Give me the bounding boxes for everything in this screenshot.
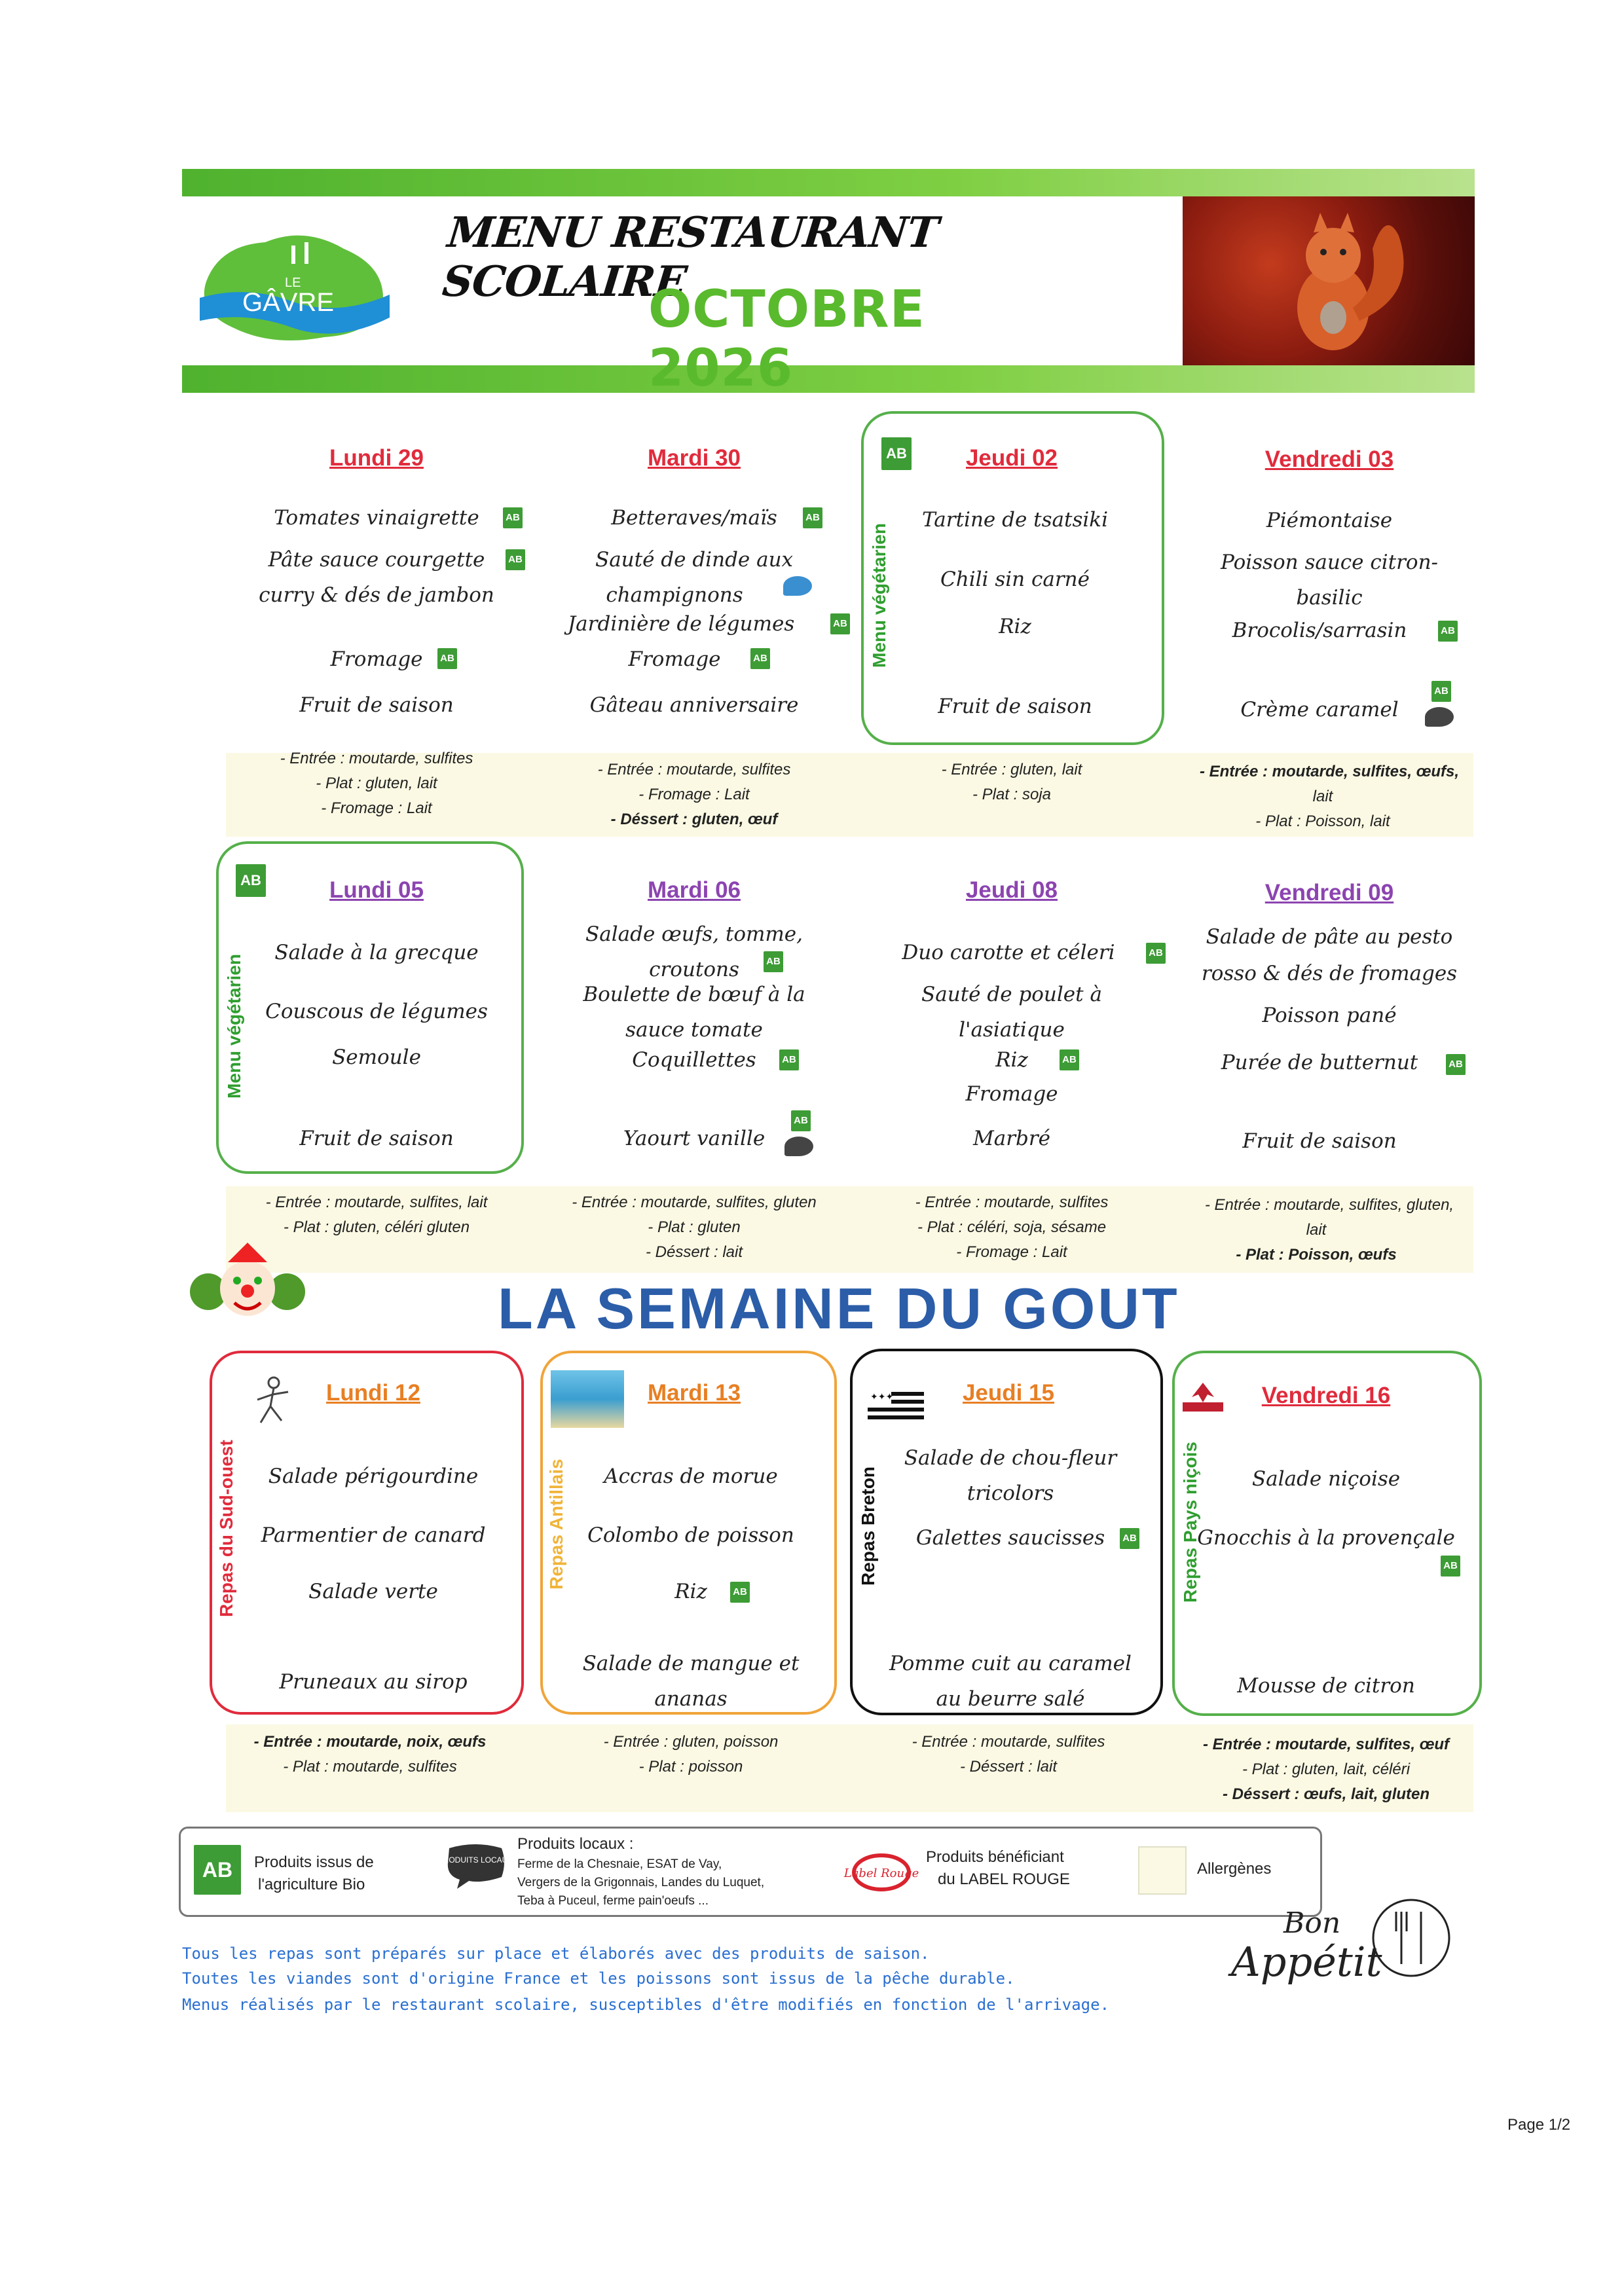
local-badge-text: PRODUITS LOCAUX — [437, 1855, 513, 1865]
bio-icon: AB — [750, 648, 770, 669]
side-label-antillais: Repas Antillais — [546, 1459, 566, 1590]
menu-item: Accras de morue — [604, 1465, 778, 1488]
menu-item: Fromage — [628, 647, 721, 671]
clown-illustration — [189, 1243, 306, 1334]
day-title-lundi-12: Lundi 12 — [326, 1380, 420, 1406]
menu-item: Chili sin carné — [940, 568, 1090, 591]
allergen-text: - Plat : poisson — [638, 1758, 743, 1776]
allergen-text: - Entrée : moutarde, sulfites, gluten, — [1204, 1196, 1454, 1214]
allergen-text: - Plat : soja — [972, 786, 1052, 803]
allergen-text: lait — [1306, 1221, 1327, 1239]
bon-appetit-signature — [1225, 1886, 1460, 2023]
menu-item: Fromage — [330, 647, 423, 671]
day-title-lundi-05: Lundi 05 — [329, 877, 424, 903]
menu-item: Salade verte — [308, 1580, 438, 1603]
menu-item: Brocolis/sarrasin — [1232, 619, 1407, 642]
menu-item: Boulette de bœuf à la — [583, 983, 805, 1006]
bio-icon: AB — [830, 613, 850, 634]
semaine-du-gout-banner — [498, 1275, 1180, 1342]
footer-note: Toutes les viandes sont d'origine France et les poissons sont issus de la pêche durable. — [182, 1969, 1015, 1988]
allergen-text: - Déssert : œufs, lait, gluten — [1222, 1785, 1430, 1803]
bio-icon: AB — [1446, 1054, 1466, 1075]
local-product-icon — [1425, 707, 1454, 727]
menu-item: Sauté de dinde aux — [595, 548, 794, 572]
allergen-text: - Plat : gluten — [648, 1218, 741, 1236]
bio-icon: AB — [730, 1582, 750, 1603]
side-label-vegetarian: Menu végétarien — [224, 954, 244, 1099]
day-title-jeudi-02: Jeudi 02 — [965, 445, 1058, 471]
menu-item: Galettes saucisses — [915, 1526, 1105, 1550]
day-title-vendredi-16: Vendredi 16 — [1261, 1383, 1391, 1408]
local-products-badge-icon — [437, 1843, 513, 1889]
legend-label-rouge-line: du LABEL ROUGE — [938, 1870, 1070, 1888]
menu-item: ananas — [654, 1687, 728, 1711]
legend-local-title: Produits locaux : — [517, 1835, 634, 1853]
logo-main-text: GÂVRE — [242, 288, 335, 317]
day-title-jeudi-15: Jeudi 15 — [962, 1380, 1055, 1406]
allergen-text: - Déssert : lait — [645, 1243, 743, 1261]
menu-item: Tartine de tsatsiki — [922, 508, 1108, 532]
bio-icon: AB — [1060, 1049, 1079, 1070]
menu-item: sauce tomate — [625, 1018, 763, 1042]
allergen-text: lait — [1312, 788, 1333, 805]
allergen-text: - Déssert : lait — [959, 1758, 1058, 1776]
le-gavre-logo — [193, 219, 393, 350]
side-label-nicois: Repas Pays niçois — [1180, 1442, 1200, 1603]
day-title-vendredi-09: Vendredi 09 — [1264, 880, 1394, 905]
allergen-text: - Entrée : moutarde, noix, œufs — [253, 1733, 487, 1751]
allergen-text: - Entrée : moutarde, sulfites — [597, 761, 791, 778]
allergen-text: - Entrée : moutarde, sulfites, lait — [265, 1194, 488, 1211]
allergen-text: - Plat : moutarde, sulfites — [283, 1758, 457, 1776]
allergen-text: - Entrée : moutarde, sulfites, œufs, — [1199, 763, 1460, 780]
day-title-lundi-29: Lundi 29 — [329, 445, 424, 471]
label-rouge-icon — [843, 1850, 919, 1895]
page-title: MENU RESTAURANT SCOLAIRE — [440, 208, 940, 306]
bio-icon: AB — [506, 549, 525, 570]
day-title-mardi-06: Mardi 06 — [648, 877, 741, 903]
menu-item: Gâteau anniversaire — [589, 693, 799, 717]
label-rouge-mark: Label Rouge — [843, 1867, 919, 1880]
menu-item: Coquillettes — [632, 1048, 756, 1072]
bio-legend-icon: AB — [194, 1845, 241, 1895]
day-title-mardi-13: Mardi 13 — [648, 1380, 741, 1406]
bio-icon: AB — [1146, 943, 1166, 964]
allergen-text: - Entrée : moutarde, sulfites — [912, 1733, 1105, 1751]
gout-banner-text: LA SEMAINE DU GOUT — [498, 1276, 1180, 1341]
allergen-swatch — [1138, 1846, 1187, 1895]
allergen-text: - Plat : gluten, lait, céléri — [1242, 1760, 1411, 1778]
menu-item: Riz — [674, 1580, 707, 1603]
allergen-text: - Plat : céléri, soja, sésame — [917, 1218, 1107, 1236]
legend-allergens: Allergènes — [1197, 1860, 1272, 1878]
bio-icon: AB — [503, 507, 523, 528]
menu-item: champignons — [606, 583, 743, 607]
menu-item: Riz — [999, 615, 1031, 638]
legend-local-line: Teba à Puceul, ferme pain'oeufs ... — [517, 1894, 709, 1908]
menu-item: Salade à la grecque — [274, 941, 479, 964]
bio-icon: AB — [779, 1049, 799, 1070]
menu-item: basilic — [1296, 586, 1363, 610]
allergen-text: - Entrée : moutarde, sulfites, gluten — [572, 1194, 817, 1211]
menu-item: Fruit de saison — [1242, 1129, 1397, 1153]
bon-text: Bon — [1283, 1906, 1341, 1940]
allergen-text: - Fromage : Lait — [321, 799, 432, 817]
page-subtitle: OCTOBRE 2026 — [648, 280, 925, 398]
bio-icon: AB — [764, 951, 783, 972]
legend-bio-line: Produits issus de — [254, 1853, 374, 1871]
appetit-text: Appétit — [1231, 1938, 1382, 1986]
menu-item: Salade périgourdine — [268, 1465, 479, 1488]
legend-local-line: Vergers de la Grigonnais, Landes du Luquet, — [517, 1876, 765, 1889]
menu-item: Betteraves/maïs — [611, 506, 777, 530]
side-label-sud-ouest: Repas du Sud-ouest — [216, 1440, 236, 1617]
menu-item: Gnocchis à la provençale — [1197, 1526, 1455, 1550]
menu-item: Poisson pané — [1262, 1004, 1397, 1027]
allergen-text: - Plat : Poisson, lait — [1255, 812, 1390, 830]
menu-item: croutons — [649, 958, 739, 981]
bio-icon: AB — [437, 648, 457, 669]
allergen-text: - Plat : Poisson, œufs — [1236, 1246, 1397, 1264]
svg-text:✦✦✦: ✦✦✦ — [870, 1392, 894, 1402]
menu-item: Salade de chou-fleur — [904, 1446, 1117, 1470]
footer-note: Tous les repas sont préparés sur place et élaborés avec des produits de saison. — [182, 1944, 930, 1963]
menu-item: Sauté de poulet à — [921, 983, 1102, 1006]
bio-icon: AB — [1120, 1528, 1139, 1549]
menu-item: Purée de butternut — [1221, 1051, 1418, 1074]
allergen-text: - Entrée : moutarde, sulfites — [280, 750, 473, 767]
local-product-icon — [783, 576, 812, 596]
footer-note: Menus réalisés par le restaurant scolaire, susceptibles d'être modifiés en fonction de l'arrivage. — [182, 1995, 1110, 2014]
menu-item: Salade de mangue et — [582, 1652, 800, 1675]
menu-item: Salade niçoise — [1251, 1467, 1401, 1491]
day-title-mardi-30: Mardi 30 — [648, 445, 741, 471]
day-title-jeudi-08: Jeudi 08 — [965, 877, 1058, 903]
bio-icon: AB — [236, 864, 266, 897]
menu-item: rosso & dés de fromages — [1201, 962, 1458, 985]
side-label-vegetarian: Menu végétarien — [869, 523, 889, 668]
menu-item: curry & dés de jambon — [259, 583, 494, 607]
menu-item: Pruneaux au sirop — [279, 1670, 468, 1694]
bio-icon: AB — [1438, 621, 1458, 642]
menu-item: Yaourt vanille — [623, 1127, 766, 1150]
menu-item: Jardinière de légumes — [567, 612, 795, 636]
allergen-text: - Entrée : moutarde, sulfites — [915, 1194, 1109, 1211]
menu-item: Duo carotte et céleri — [902, 941, 1115, 964]
menu-item: Salade œufs, tomme, — [585, 922, 803, 946]
bio-icon: AB — [1431, 681, 1451, 702]
menu-item: Pomme cuit au caramel — [889, 1652, 1132, 1675]
bio-icon: AB — [881, 437, 912, 470]
side-label-breton: Repas Breton — [858, 1466, 878, 1586]
menu-item: tricolors — [967, 1482, 1054, 1505]
menu-item: Piémontaise — [1266, 509, 1393, 532]
local-product-icon — [784, 1137, 813, 1156]
allergen-text: - Plat : gluten, céléri gluten — [283, 1218, 470, 1236]
legend-label-rouge-line: Produits bénéficiant — [926, 1848, 1064, 1866]
menu-item: Salade de pâte au pesto — [1206, 925, 1453, 949]
menu-item: Marbré — [972, 1127, 1051, 1150]
bio-icon: AB — [1441, 1556, 1460, 1576]
allergen-text: - Fromage : Lait — [956, 1243, 1067, 1261]
allergen-text: - Fromage : Lait — [638, 786, 750, 803]
allergen-text: - Entrée : gluten, poisson — [603, 1733, 779, 1751]
bio-icon: AB — [803, 507, 822, 528]
page-number: Page 1/2 — [1507, 2116, 1571, 2134]
menu-item: Colombo de poisson — [587, 1523, 794, 1547]
menu-item: Riz — [995, 1048, 1028, 1072]
menu-item: l'asiatique — [959, 1018, 1065, 1042]
bio-icon: AB — [791, 1110, 811, 1131]
header-top-bar — [182, 169, 1475, 196]
logo-small-text: LE — [285, 276, 301, 290]
menu-item: Mousse de citron — [1237, 1674, 1415, 1698]
day-title-vendredi-03: Vendredi 03 — [1264, 446, 1394, 472]
menu-item: au beurre salé — [936, 1687, 1085, 1711]
allergen-text: - Entrée : gluten, lait — [941, 761, 1082, 778]
menu-item: Pâte sauce courgette — [268, 548, 485, 572]
menu-item: Semoule — [332, 1046, 421, 1069]
allergen-text: - Déssert : gluten, œuf — [610, 811, 778, 828]
menu-item: Fruit de saison — [299, 693, 454, 717]
menu-item: Poisson sauce citron- — [1220, 551, 1439, 574]
menu-item: Tomates vinaigrette — [274, 506, 479, 530]
legend-local-line: Ferme de la Chesnaie, ESAT de Vay, — [517, 1857, 722, 1871]
allergen-text: - Entrée : moutarde, sulfites, œuf — [1202, 1736, 1450, 1753]
menu-item: Crème caramel — [1240, 698, 1399, 721]
allergen-text: - Plat : gluten, lait — [316, 774, 437, 792]
menu-item: Couscous de légumes — [265, 1000, 488, 1023]
menu-item: Fruit de saison — [299, 1127, 454, 1150]
menu-item: Fromage — [965, 1082, 1058, 1106]
menu-item: Fruit de saison — [938, 695, 1092, 718]
legend-bio-line: l'agriculture Bio — [258, 1876, 365, 1893]
menu-item: Parmentier de canard — [261, 1523, 486, 1547]
squirrel-photo — [1183, 196, 1475, 365]
